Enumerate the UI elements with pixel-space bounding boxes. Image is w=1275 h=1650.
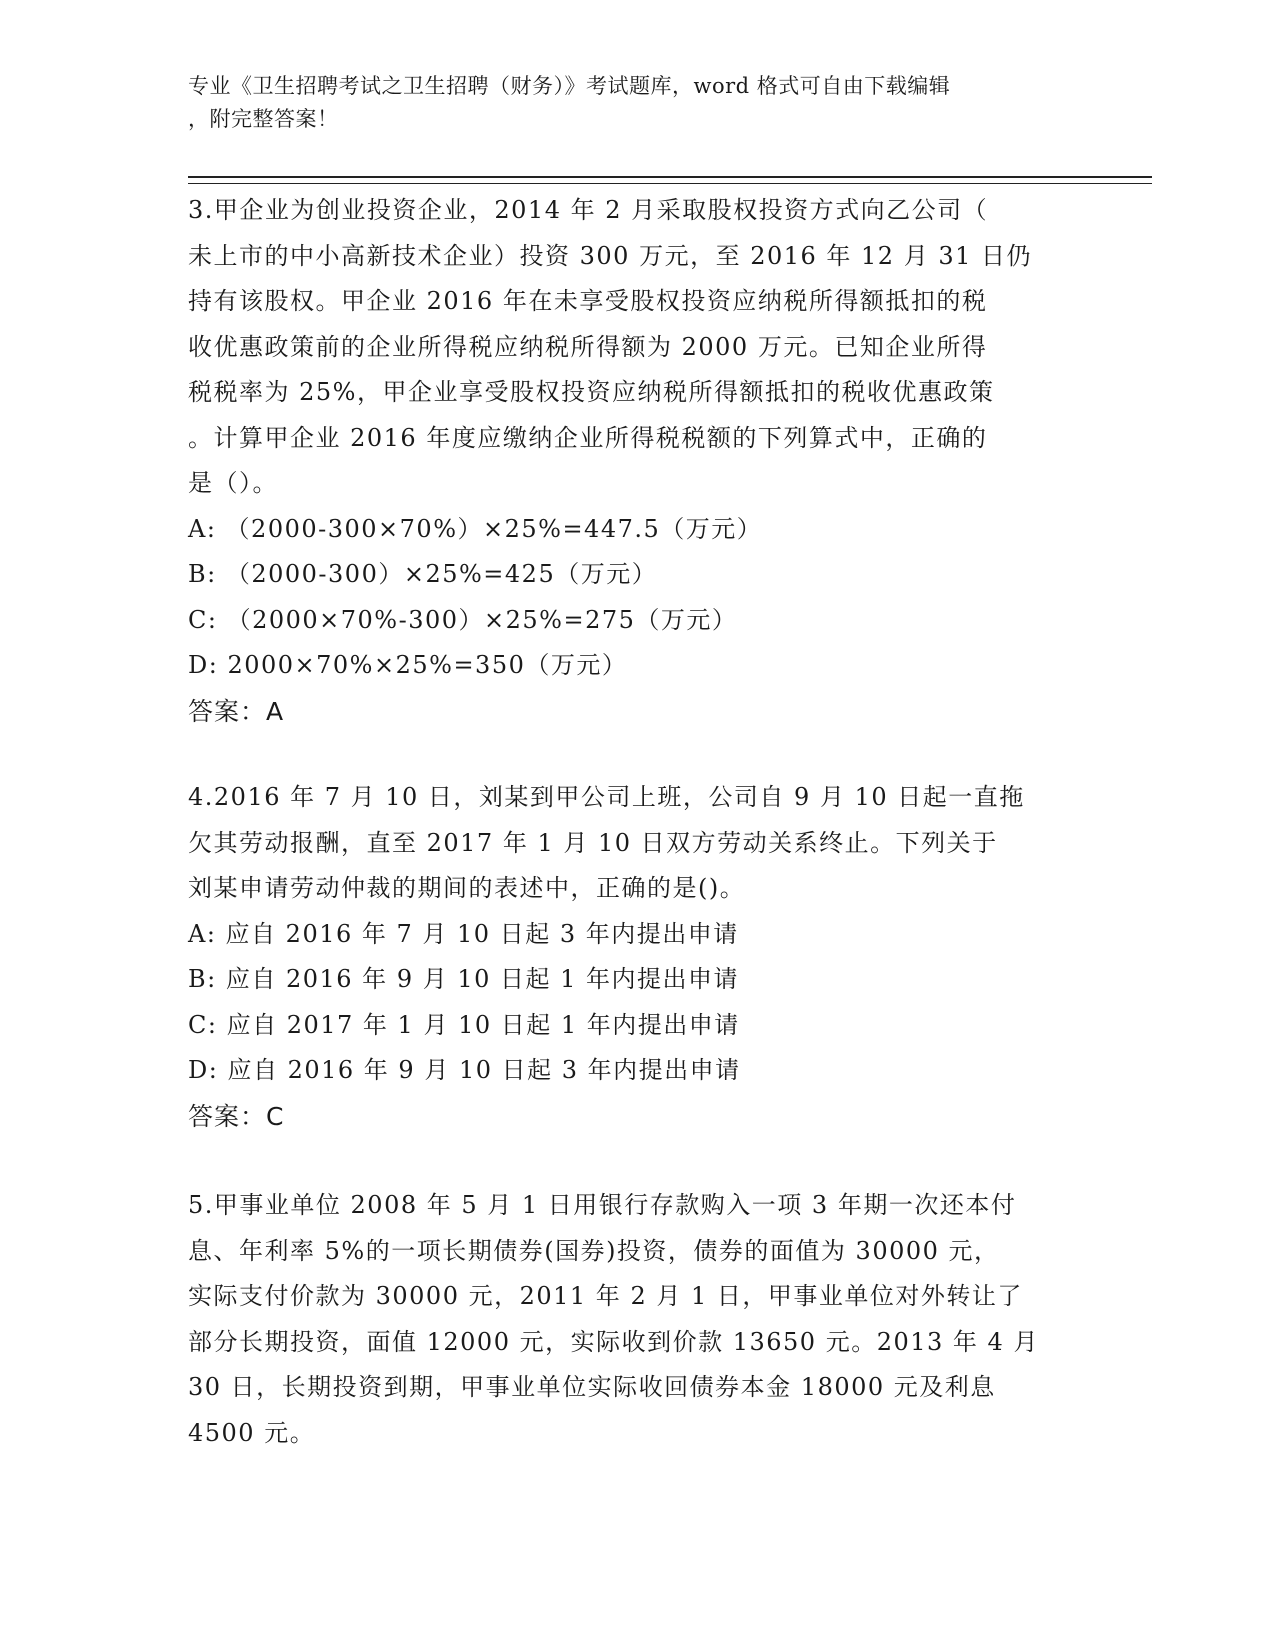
option-a: A: 应自 2016 年 7 月 10 日起 3 年内提出申请 — [188, 919, 739, 948]
question-text-line: 3.甲企业为创业投资企业，2014 年 2 月采取股权投资方式向乙公司（ — [188, 196, 989, 224]
option-c: C: 应自 2017 年 1 月 10 日起 1 年内提出申请 — [188, 1010, 740, 1039]
option-a: A: （2000-300×70%）×25%=447.5（万元） — [188, 514, 763, 543]
question-text-line: 税税率为 25%，甲企业享受股权投资应纳税所得额抵扣的税收优惠政策 — [188, 378, 995, 406]
question-text-line: 30 日，长期投资到期，甲事业单位实际收回债券本金 18000 元及利息 — [188, 1373, 996, 1401]
question-3 — [188, 188, 1078, 734]
option-d: D: 应自 2016 年 9 月 10 日起 3 年内提出申请 — [188, 1056, 741, 1084]
option-c: C: （2000×70%-300）×25%=275（万元） — [188, 605, 738, 634]
question-text-line: 。计算甲企业 2016 年度应缴纳企业所得税税额的下列算式中，正确的 — [188, 423, 988, 452]
document-header — [188, 70, 1068, 136]
question-5 — [188, 1183, 1078, 1456]
question-text-line: 收优惠政策前的企业所得税应纳税所得额为 2000 万元。已知企业所得 — [188, 332, 988, 361]
question-text-line: 4500 元。 — [188, 1418, 316, 1447]
option-b: B: （2000-300）×25%=425（万元） — [188, 560, 658, 588]
question-text-line: 5.甲事业单位 2008 年 5 月 1 日用银行存款购入一项 3 年期一次还本付 — [188, 1191, 1017, 1219]
header-line: 专业《卫生招聘考试之卫生招聘（财务）》考试题库，word 格式可自由下载编辑 — [188, 74, 951, 98]
question-4 — [188, 775, 1078, 1139]
question-text-line: 实际支付价款为 30000 元，2011 年 2 月 1 日，甲事业单位对外转让了 — [188, 1282, 1023, 1310]
header-line: ，附完整答案！ — [188, 107, 339, 131]
header-divider-thick — [188, 176, 1152, 178]
answer-label: 答案：C — [188, 1101, 285, 1131]
question-text-line: 持有该股权。甲企业 2016 年在未享受股权投资应纳税所得额抵扣的税 — [188, 287, 988, 315]
header-divider-thin — [188, 183, 1152, 184]
question-text-line: 是（）。 — [188, 469, 278, 497]
question-text-line: 息、年利率 5%的一项长期债券(国券)投资，债券的面值为 30000 元， — [188, 1236, 1000, 1265]
option-d: D: 2000×70%×25%=350（万元） — [188, 651, 628, 679]
question-text-line: 刘某申请劳动仲裁的期间的表述中，正确的是()。 — [188, 874, 746, 902]
answer-label: 答案：A — [188, 696, 285, 726]
question-text-line: 部分长期投资，面值 12000 元，实际收到价款 13650 元。2013 年 4 月 — [188, 1327, 1039, 1356]
question-text-line: 未上市的中小高新技术企业）投资 300 万元，至 2016 年 12 月 31 日仍 — [188, 241, 1032, 270]
option-b: B: 应自 2016 年 9 月 10 日起 1 年内提出申请 — [188, 965, 740, 993]
question-text-line: 欠其劳动报酬，直至 2017 年 1 月 10 日双方劳动关系终止。下列关于 — [188, 828, 998, 857]
question-text-line: 4.2016 年 7 月 10 日，刘某到甲公司上班，公司自 9 月 10 日起一直拖 — [188, 783, 1025, 811]
